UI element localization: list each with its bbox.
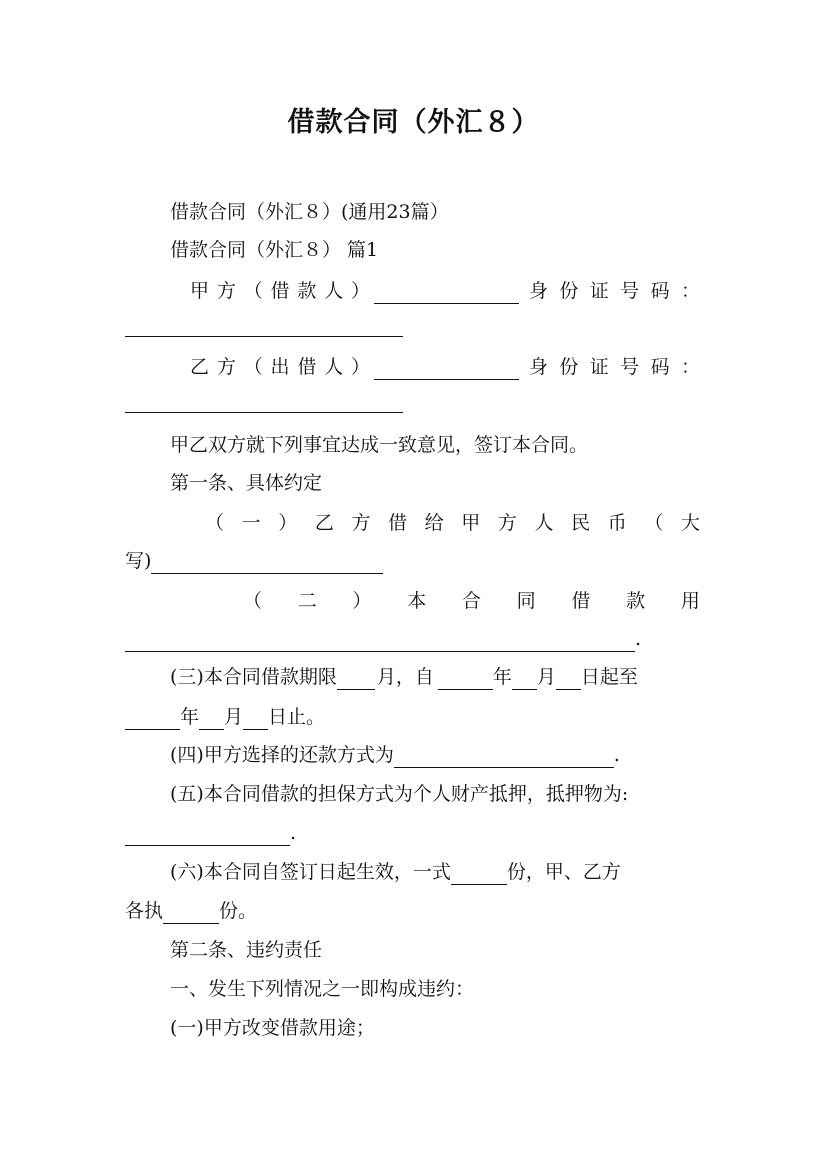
- item-2-char: 本: [407, 590, 427, 612]
- party-b-label-char: 人: [324, 356, 344, 378]
- party-a-id-label-char: 号: [620, 280, 640, 302]
- item-1-char: 方: [351, 512, 371, 534]
- item-3-continuation: [125, 704, 325, 730]
- party-a-id-label-char: 份: [559, 280, 579, 302]
- item-1-char: ）: [278, 512, 298, 534]
- party-b-id-label-char: ：: [680, 356, 700, 378]
- item-3-text-d: 月: [536, 666, 556, 688]
- item-6-text-c: 各执: [125, 900, 164, 922]
- party-a-id-label-char: ：: [680, 280, 700, 302]
- collateral-blank: [125, 825, 290, 846]
- item-3-text-a: (三)本合同借款期限: [170, 666, 337, 688]
- item-5-period: .: [290, 822, 297, 844]
- item-1-char: 甲: [461, 512, 481, 534]
- item-1-char: （: [205, 512, 225, 534]
- party-a-label-char: 借: [270, 280, 290, 302]
- each-holds-blank: [163, 903, 219, 924]
- item-2-continuation: [125, 626, 641, 652]
- item-1-char: 乙: [314, 512, 334, 534]
- party-b-label-char: 借: [297, 356, 317, 378]
- end-year-blank: [125, 709, 180, 730]
- item-1-char: 人: [534, 512, 554, 534]
- party-b-id-label-char: 号: [620, 356, 640, 378]
- document-title: 借款合同（外汇８）: [287, 107, 540, 138]
- item-6-line: [170, 859, 700, 885]
- item-1-char: （: [644, 512, 664, 534]
- item-6-text-d: 份。: [219, 900, 258, 922]
- start-month-blank: [512, 669, 537, 690]
- item-1-cont-text: 写): [125, 550, 152, 572]
- article-1-heading: 第一条、具体约定: [170, 472, 323, 494]
- party-a-label-char: 甲: [190, 280, 210, 302]
- party-b-label-char: ）: [350, 356, 370, 378]
- item-3-text-e: 日起至: [580, 666, 638, 688]
- item-6-text-a: (六)本合同自签订日起生效，一式: [170, 861, 451, 883]
- item-4-line: [170, 742, 620, 768]
- party-b-line: [190, 354, 700, 380]
- party-b-id-label: [529, 354, 700, 380]
- item-6-text-b: 份，甲、乙方: [506, 861, 621, 883]
- item-1-char: 一: [241, 512, 261, 534]
- party-b-id-label-char: 证: [589, 356, 609, 378]
- item-1-line: [205, 510, 700, 536]
- item-2-char: 借: [571, 590, 591, 612]
- party-a-label-char: ）: [350, 280, 370, 302]
- breach-item-1: (一)甲方改变借款用途；: [170, 1017, 375, 1039]
- item-2-char: 款: [626, 590, 646, 612]
- item-2-line: [243, 588, 700, 614]
- item-4-period: .: [613, 744, 620, 766]
- party-a-label-char: （: [243, 280, 263, 302]
- item-1-char: 给: [424, 512, 444, 534]
- item-3-text-c: 年: [492, 666, 512, 688]
- party-a-id-label-char: 身: [529, 280, 549, 302]
- party-b-id-label-char: 身: [529, 356, 549, 378]
- party-b-id-blank: [125, 412, 403, 413]
- item-2-char: 同: [516, 590, 536, 612]
- party-a-label-char: 方: [216, 280, 236, 302]
- party-b-label-char: 乙: [190, 356, 210, 378]
- item-4-text: (四)甲方选择的还款方式为: [170, 744, 394, 766]
- item-2-char: （: [243, 590, 263, 612]
- party-a-line: [190, 278, 700, 304]
- end-month-blank: [199, 709, 224, 730]
- agreement-line: 甲乙双方就下列事宜达成一致意见，签订本合同。: [170, 434, 589, 456]
- repayment-method-blank: [394, 747, 614, 768]
- party-b-name-blank: [374, 359, 519, 380]
- item-2-char: 用: [680, 590, 700, 612]
- party-b-id-label-char: 份: [559, 356, 579, 378]
- party-a-id-label-char: 码: [650, 280, 670, 302]
- item-2-char: 合: [461, 590, 481, 612]
- item-1-char: 方: [497, 512, 517, 534]
- article-2-heading: 第二条、违约责任: [170, 939, 323, 961]
- party-a-name-blank: [374, 283, 519, 304]
- end-day-blank: [243, 709, 268, 730]
- amount-blank: [151, 553, 383, 574]
- party-b-label-char: 出: [270, 356, 290, 378]
- item-1-char: 币: [607, 512, 627, 534]
- item-1-char: 民: [571, 512, 591, 534]
- breach-intro: 一、发生下列情况之一即构成违约：: [170, 978, 475, 1000]
- copies-blank: [451, 864, 507, 885]
- party-a-label-char: 款: [297, 280, 317, 302]
- start-day-blank: [556, 669, 581, 690]
- party-b-label-char: （: [243, 356, 263, 378]
- item-5-line: (五)本合同借款的担保方式为个人财产抵押，抵押物为:: [170, 783, 629, 805]
- item-2-period: .: [635, 628, 642, 650]
- item-3-line: [170, 664, 638, 690]
- item-1-char: 大: [680, 512, 700, 534]
- item-6-continuation: [125, 898, 257, 924]
- subtitle-line: 借款合同（外汇８）(通用23篇）: [170, 201, 449, 223]
- item-2-char: ）: [352, 590, 372, 612]
- term-months-blank: [337, 669, 375, 690]
- item-3-text-b: 月，自: [376, 666, 434, 688]
- item-3-text-h: 日止。: [268, 706, 326, 728]
- party-a-id-label-char: 证: [589, 280, 609, 302]
- chapter-heading: 借款合同（外汇８） 篇1: [170, 239, 379, 261]
- party-a-id-blank: [125, 336, 403, 337]
- item-1-char: 借: [388, 512, 408, 534]
- item-1-continuation: [125, 548, 383, 574]
- party-b-id-label-char: 码: [650, 356, 670, 378]
- party-a-label: [190, 278, 370, 304]
- item-3-text-g: 月: [224, 706, 244, 728]
- party-a-label-char: 人: [324, 280, 344, 302]
- party-b-label-char: 方: [216, 356, 236, 378]
- purpose-blank: [125, 631, 635, 652]
- item-3-text-f: 年: [180, 706, 200, 728]
- party-b-label: [190, 354, 370, 380]
- party-a-id-label: [529, 278, 700, 304]
- item-5-continuation: [125, 820, 296, 846]
- start-year-blank: [438, 669, 493, 690]
- item-2-char: 二: [297, 590, 317, 612]
